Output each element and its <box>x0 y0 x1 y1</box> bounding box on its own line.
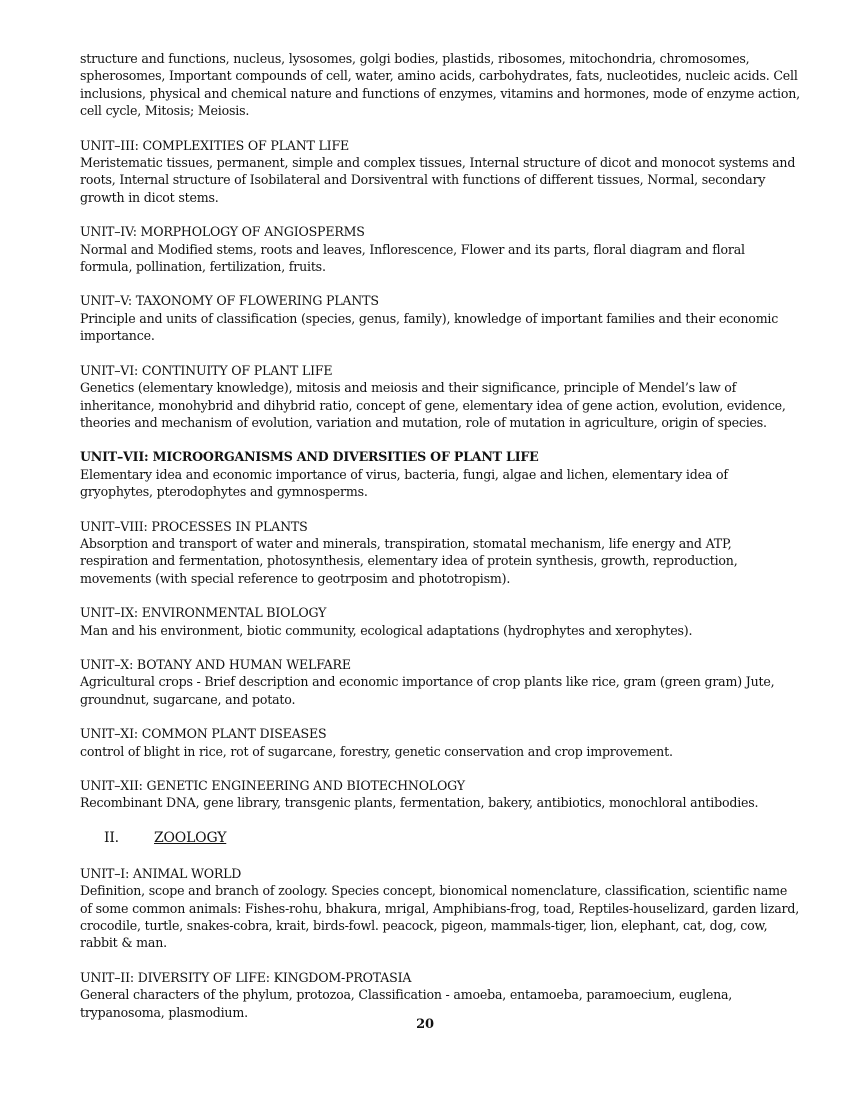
unit-text: control of blight in rice, rot of sugarcane, forestry, genetic conservation and crop improvement. <box>80 743 673 759</box>
unit-text: Agricultural crops - Brief description and economic importance of crop plants like rice, gram (green gram) Jute, groundnut, sugarcane, and potato. <box>80 674 775 707</box>
unit-text: General characters of the phylum, protozoa, Classification - amoeba, entamoeba, paramoecium, euglena, trypanosoma, plasmodium. <box>80 987 733 1020</box>
unit-heading: UNIT–IV: MORPHOLOGY OF ANGIOSPERMS <box>80 224 365 240</box>
unit-heading: UNIT–VII: MICROORGANISMS AND DIVERSITIES OF PLANT LIFE <box>80 449 539 465</box>
content-column <box>80 50 800 1038</box>
unit-block <box>80 865 800 952</box>
unit-text: Absorption and transport of water and minerals, transpiration, stomatal mechanism, life energy and ATP, respiration and fermentation, photosynthesis, elementary idea of protein synthesis, growth, reproduction, movements (with special reference to geotrposim and phototropism). <box>80 535 738 586</box>
page-number: 20 <box>416 1017 434 1032</box>
unit-block <box>80 223 800 275</box>
unit-heading: UNIT–VIII: PROCESSES IN PLANTS <box>80 518 308 534</box>
unit-text: Genetics (elementary knowledge), mitosis and meiosis and their significance, principle of Mendel’s law of inheritance, monohybrid and dihybrid ratio, concept of gene, elementary idea of gene action, evolution, evidence, theories and mechanism of evolution, variation and mutation, role of mutation in agriculture, origin of species. <box>80 380 786 430</box>
unit-block <box>80 137 800 207</box>
unit-heading: UNIT–II: DIVERSITY OF LIFE: KINGDOM-PROTASIA <box>80 969 412 985</box>
unit-heading: UNIT–XII: GENETIC ENGINEERING AND BIOTECHNOLOGY <box>80 778 465 793</box>
unit-text: Man and his environment, biotic community, ecological adaptations (hydrophytes and xerophytes). <box>80 622 693 638</box>
unit-block <box>80 656 800 708</box>
intro-text: structure and functions, nucleus, lysosomes, golgi bodies, plastids, ribosomes, mitochondria, chromosomes, spherosomes, Important compounds of cell, water, amino acids, carbohydrates, fats, nucleotides, nucleic acids. Cell inclusions, physical and chemical nature and functions of enzymes, vitamins and hormones, mode of enzyme action, cell cycle, Mitosis; Meiosis. <box>80 51 800 119</box>
unit-block <box>80 969 800 1021</box>
unit-text: Definition, scope and branch of zoology. Species concept, bionomical nomenclature, classification, scientific name of some common animals: Fishes-rohu, bhakura, mrigal, Amphibians-frog, toad, Reptiles-houselizard, garden lizard, crocodile, turtle, snakes-cobra, krait, birds-fowl. peacock, pigeon, mammals-tiger, lion, elephant, cat, dog, cow, rabbit & man. <box>80 883 800 951</box>
section-number: II. <box>104 829 119 846</box>
unit-text: Elementary idea and economic importance of virus, bacteria, fungi, algae and lichen, elementary idea of gryophytes, pterodophytes and gymnosperms. <box>80 466 728 500</box>
unit-block <box>80 448 800 500</box>
botany-units <box>80 137 800 812</box>
unit-block <box>80 518 800 588</box>
unit-heading: UNIT–V: TAXONOMY OF FLOWERING PLANTS <box>80 293 379 309</box>
unit-heading: UNIT–III: COMPLEXITIES OF PLANT LIFE <box>80 137 349 153</box>
section-title: ZOOLOGY <box>154 829 227 846</box>
unit-text: Recombinant DNA, gene library, transgenic plants, fermentation, bakery, antibiotics, monochloral antibodies. <box>80 795 759 811</box>
section-heading <box>80 829 800 847</box>
unit-block <box>80 362 800 432</box>
unit-text: Meristematic tissues, permanent, simple and complex tissues, Internal structure of dicot and monocot systems and roots, Internal structure of Isobilateral and Dorsiventral with functions of different tissues, Normal, secondary growth in dicot stems. <box>80 155 796 205</box>
unit-heading: UNIT–IX: ENVIRONMENTAL BIOLOGY <box>80 605 327 621</box>
unit-heading: UNIT–VI: CONTINUITY OF PLANT LIFE <box>80 362 333 378</box>
unit-block <box>80 725 800 760</box>
unit-text: Normal and Modified stems, roots and leaves, Inflorescence, Flower and its parts, floral diagram and floral formula, pollination, fertilization, fruits. <box>80 241 745 275</box>
unit-block <box>80 777 800 812</box>
unit-block <box>80 604 800 639</box>
unit-block <box>80 292 800 344</box>
unit-heading: UNIT–XI: COMMON PLANT DISEASES <box>80 726 327 742</box>
unit-text: Principle and units of classification (species, genus, family), knowledge of important families and their economic importance. <box>80 310 779 344</box>
unit-heading: UNIT–I: ANIMAL WORLD <box>80 865 242 881</box>
unit-heading: UNIT–X: BOTANY AND HUMAN WELFARE <box>80 656 351 672</box>
intro-paragraph <box>80 50 800 120</box>
zoology-units <box>80 865 800 1021</box>
